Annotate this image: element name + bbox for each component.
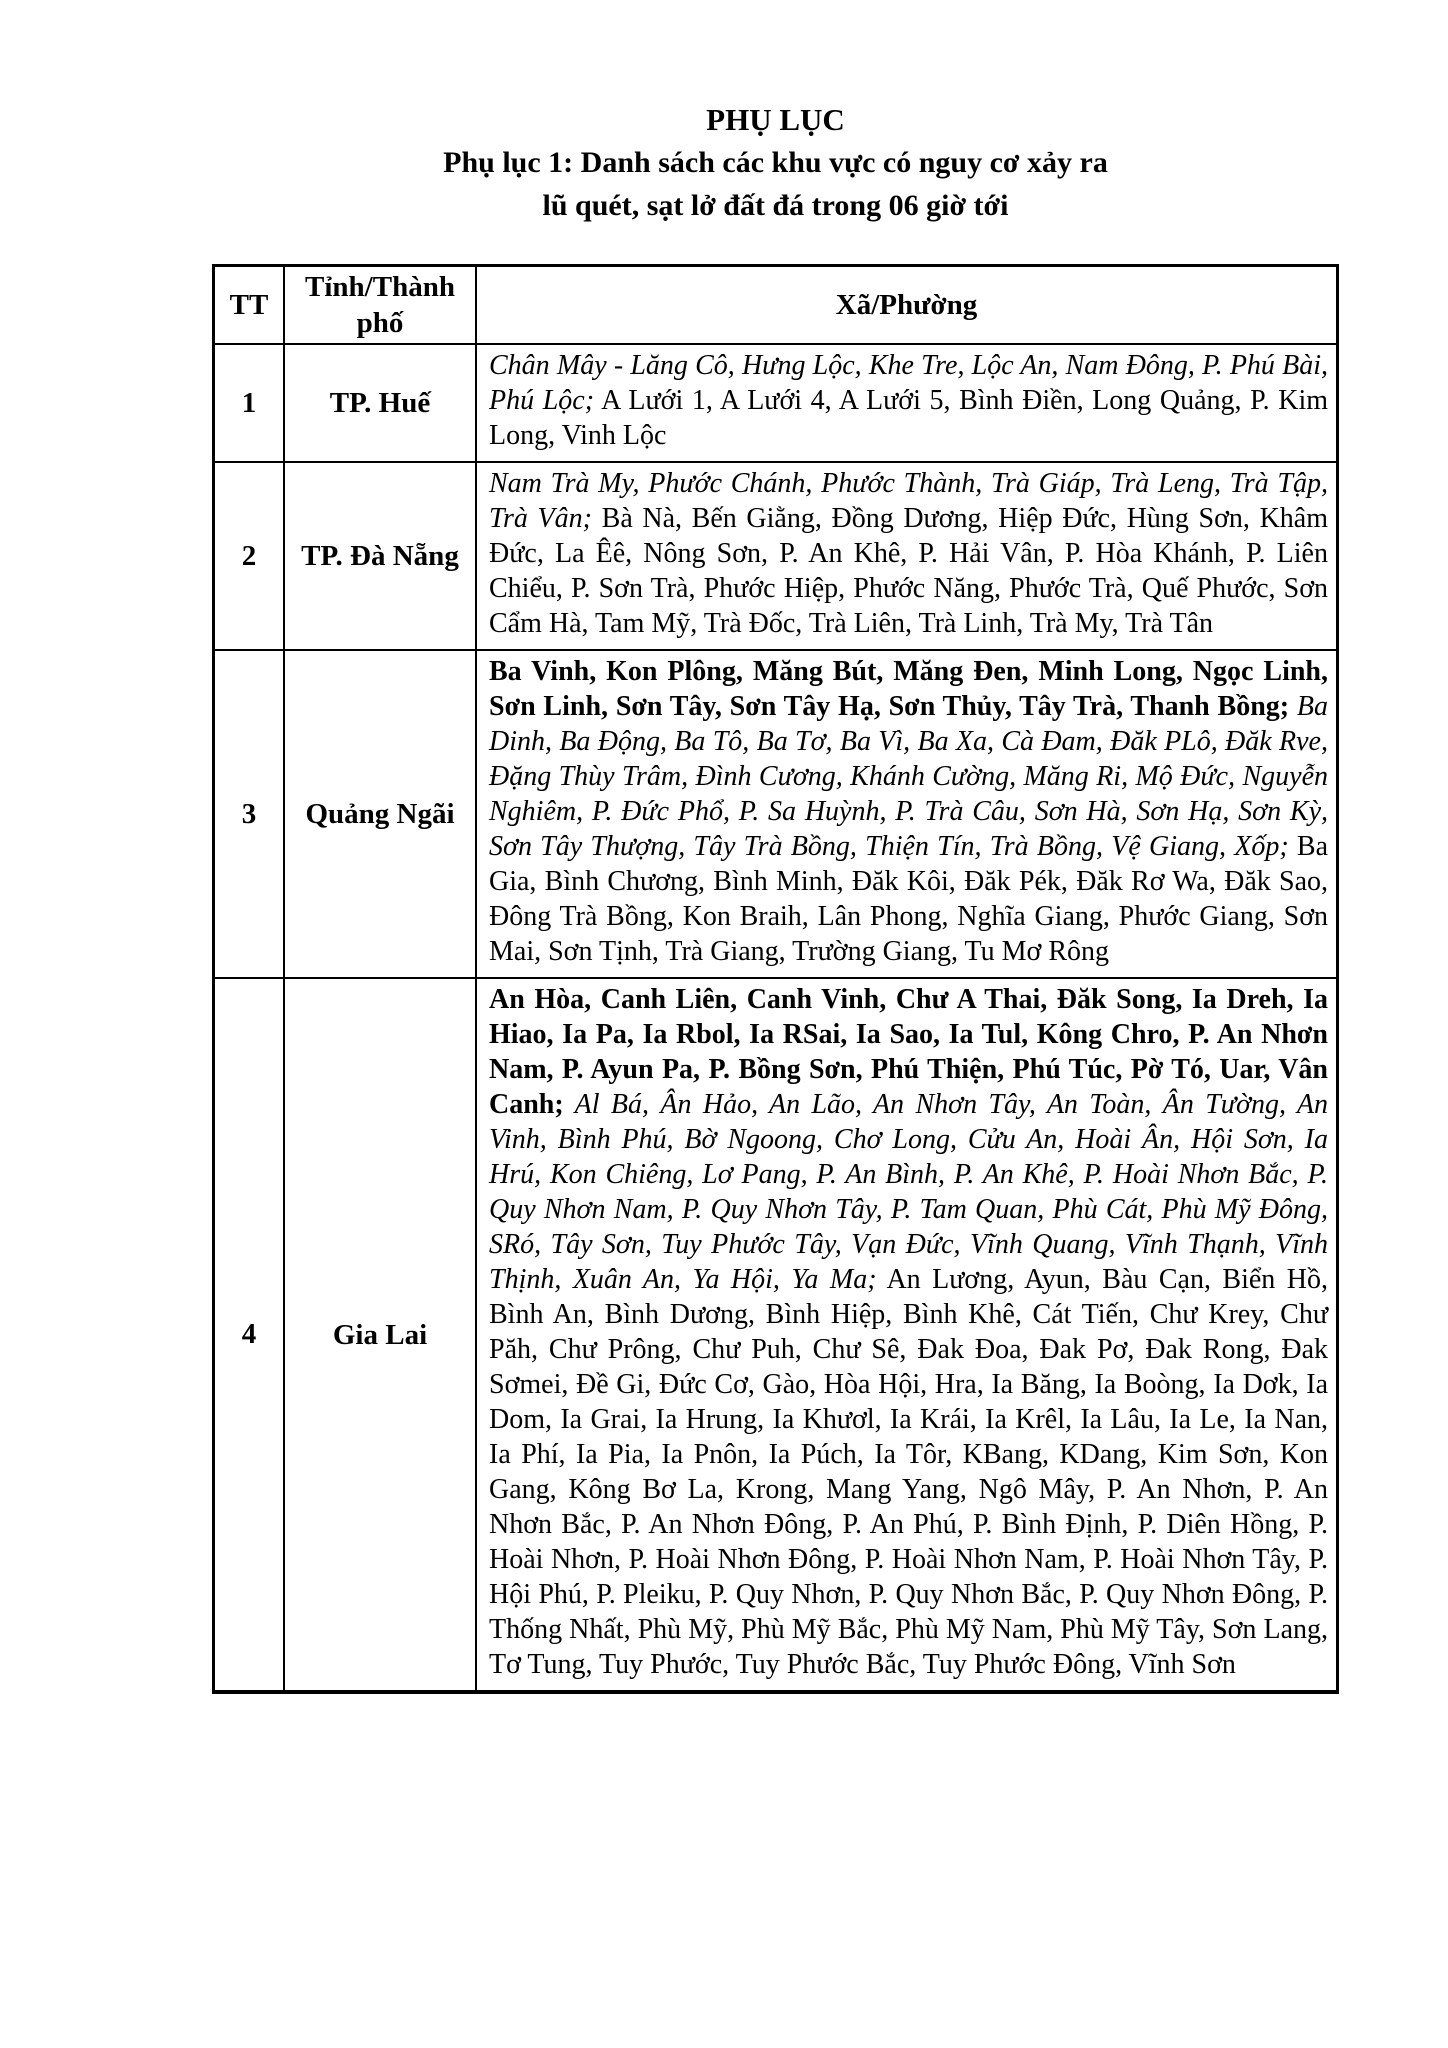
table-header-row (214, 266, 1338, 345)
ward-list-segment-bold: An Hòa, Canh Liên, Canh Vinh, Chư A Thai, Đăk Song, Ia Dreh, Ia Hiao, Ia Pa, Ia Rbol, Ia RSai, Ia Sao, Ia Tul, Kông Chro, P. An Nhơn Nam, P. Ayun Pa, P. Bồng Sơn, Phú Thiện, Phú Túc, Pờ Tó, Uar, Vân Canh; (489, 984, 1328, 1120)
appendix-subtitle-line1: Phụ lục 1: Danh sách các khu vực có nguy cơ xảy ra (443, 146, 1108, 179)
province-cell: Gia Lai (284, 978, 476, 1692)
ward-list-segment-normal: A Lưới 1, A Lưới 4, A Lưới 5, Bình Điền, Long Quảng, P. Kim Long, Vinh Lộc (489, 385, 1328, 451)
title-block (212, 98, 1339, 227)
ward-list-segment-italic: Chân Mây - Lăng Cô, Hưng Lộc, Khe Tre, Lộc An, Nam Đông, P. Phú Bài, Phú Lộc; (489, 350, 1328, 416)
row-index-cell: 1 (214, 344, 285, 462)
wards-cell (476, 462, 1338, 650)
wards-cell (476, 650, 1338, 978)
risk-areas-table (212, 264, 1339, 1694)
table-row (214, 978, 1338, 1692)
table-row (214, 650, 1338, 978)
province-cell: TP. Huế (284, 344, 476, 462)
wards-cell (476, 978, 1338, 1692)
row-index-cell: 3 (214, 650, 285, 978)
table-body (214, 344, 1338, 1692)
ward-list-segment-normal: An Lương, Ayun, Bàu Cạn, Biển Hồ, Bình An, Bình Dương, Bình Hiệp, Bình Khê, Cát Tiến, Chư Krey, Chư Păh, Chư Prông, Chư Puh, Chư Sê, Đak Đoa, Đak Pơ, Đak Rong, Đak Sơmei, Đề Gi, Đức Cơ, Gào, Hòa Hội, Hra, Ia Băng, Ia Boòng, Ia Dơk, Ia Dom, Ia Grai, Ia Hrung, Ia Khươl, Ia Krái, Ia Krêl, Ia Lâu, Ia Le, Ia Nan, Ia Phí, Ia Pia, Ia Pnôn, Ia Púch, Ia Tôr, KBang, KDang, Kim Sơn, Kon Gang, Kông Bơ La, Krong, Mang Yang, Ngô Mây, P. An Nhơn, P. An Nhơn Bắc, P. An Nhơn Đông, P. An Phú, P. Bình Định, P. Diên Hồng, P. Hoài Nhơn, P. Hoài Nhơn Đông, P. Hoài Nhơn Nam, P. Hoài Nhơn Tây, P. Hội Phú, P. Pleiku, P. Quy Nhơn, P. Quy Nhơn Bắc, P. Quy Nhơn Đông, P. Thống Nhất, Phù Mỹ, Phù Mỹ Bắc, Phù Mỹ Nam, Phù Mỹ Tây, Sơn Lang, Tơ Tung, Tuy Phước, Tuy Phước Bắc, Tuy Phước Đông, Vĩnh Sơn (489, 1264, 1328, 1680)
appendix-subtitle-line2: lũ quét, sạt lở đất đá trong 06 giờ tới (542, 189, 1009, 222)
appendix-page (212, 98, 1339, 1694)
ward-list-segment-normal: Bà Nà, Bến Giằng, Đồng Dương, Hiệp Đức, Hùng Sơn, Khâm Đức, La Êê, Nông Sơn, P. An Khê, P. Hải Vân, P. Hòa Khánh, P. Liên Chiểu, P. Sơn Trà, Phước Hiệp, Phước Năng, Phước Trà, Quế Phước, Sơn Cẩm Hà, Tam Mỹ, Trà Đốc, Trà Liên, Trà Linh, Trà My, Trà Tân (489, 503, 1328, 639)
column-header-ward: Xã/Phường (476, 266, 1338, 345)
page-title: PHỤ LỤC (706, 102, 845, 137)
ward-list-segment-italic: Ba Dinh, Ba Động, Ba Tô, Ba Tơ, Ba Vì, Ba Xa, Cà Đam, Đăk PLô, Đăk Rve, Đặng Thùy Trâm, Đình Cương, Khánh Cường, Măng Ri, Mộ Đức, Nguyễn Nghiêm, P. Đức Phổ, P. Sa Huỳnh, P. Trà Câu, Sơn Hà, Sơn Hạ, Sơn Kỳ, Sơn Tây Thượng, Tây Trà Bồng, Thiện Tín, Trà Bồng, Vệ Giang, Xốp; (489, 691, 1328, 862)
column-header-tt: TT (214, 266, 285, 345)
ward-list-segment-bold: Ba Vinh, Kon Plông, Măng Bút, Măng Đen, Minh Long, Ngọc Linh, Sơn Linh, Sơn Tây, Sơn Tây Hạ, Sơn Thủy, Tây Trà, Thanh Bồng; (489, 656, 1328, 722)
row-index-cell: 2 (214, 462, 285, 650)
province-cell: TP. Đà Nẵng (284, 462, 476, 650)
ward-list-segment-italic: Al Bá, Ân Hảo, An Lão, An Nhơn Tây, An Toàn, Ân Tường, An Vinh, Bình Phú, Bờ Ngoong, Chơ Long, Cửu An, Hoài Ân, Hội Sơn, Ia Hrú, Kon Chiêng, Lơ Pang, P. An Bình, P. An Khê, P. Hoài Nhơn Bắc, P. Quy Nhơn Nam, P. Quy Nhơn Tây, P. Tam Quan, Phù Cát, Phù Mỹ Đông, SRó, Tây Sơn, Tuy Phước Tây, Vạn Đức, Vĩnh Quang, Vĩnh Thạnh, Vĩnh Thịnh, Xuân An, Ya Hội, Ya Ma; (489, 1089, 1328, 1295)
ward-list-segment-normal: Ba Gia, Bình Chương, Bình Minh, Đăk Kôi, Đăk Pék, Đăk Rơ Wa, Đăk Sao, Đông Trà Bồng, Kon Braih, Lân Phong, Nghĩa Giang, Phước Giang, Sơn Mai, Sơn Tịnh, Trà Giang, Trường Giang, Tu Mơ Rông (489, 831, 1329, 967)
table-row (214, 344, 1338, 462)
wards-cell (476, 344, 1338, 462)
ward-list-segment-italic: Nam Trà My, Phước Chánh, Phước Thành, Trà Giáp, Trà Leng, Trà Tập, Trà Vân; (489, 468, 1328, 534)
row-index-cell: 4 (214, 978, 285, 1692)
column-header-province: Tỉnh/Thành phố (284, 266, 476, 345)
table-row (214, 462, 1338, 650)
province-cell: Quảng Ngãi (284, 650, 476, 978)
